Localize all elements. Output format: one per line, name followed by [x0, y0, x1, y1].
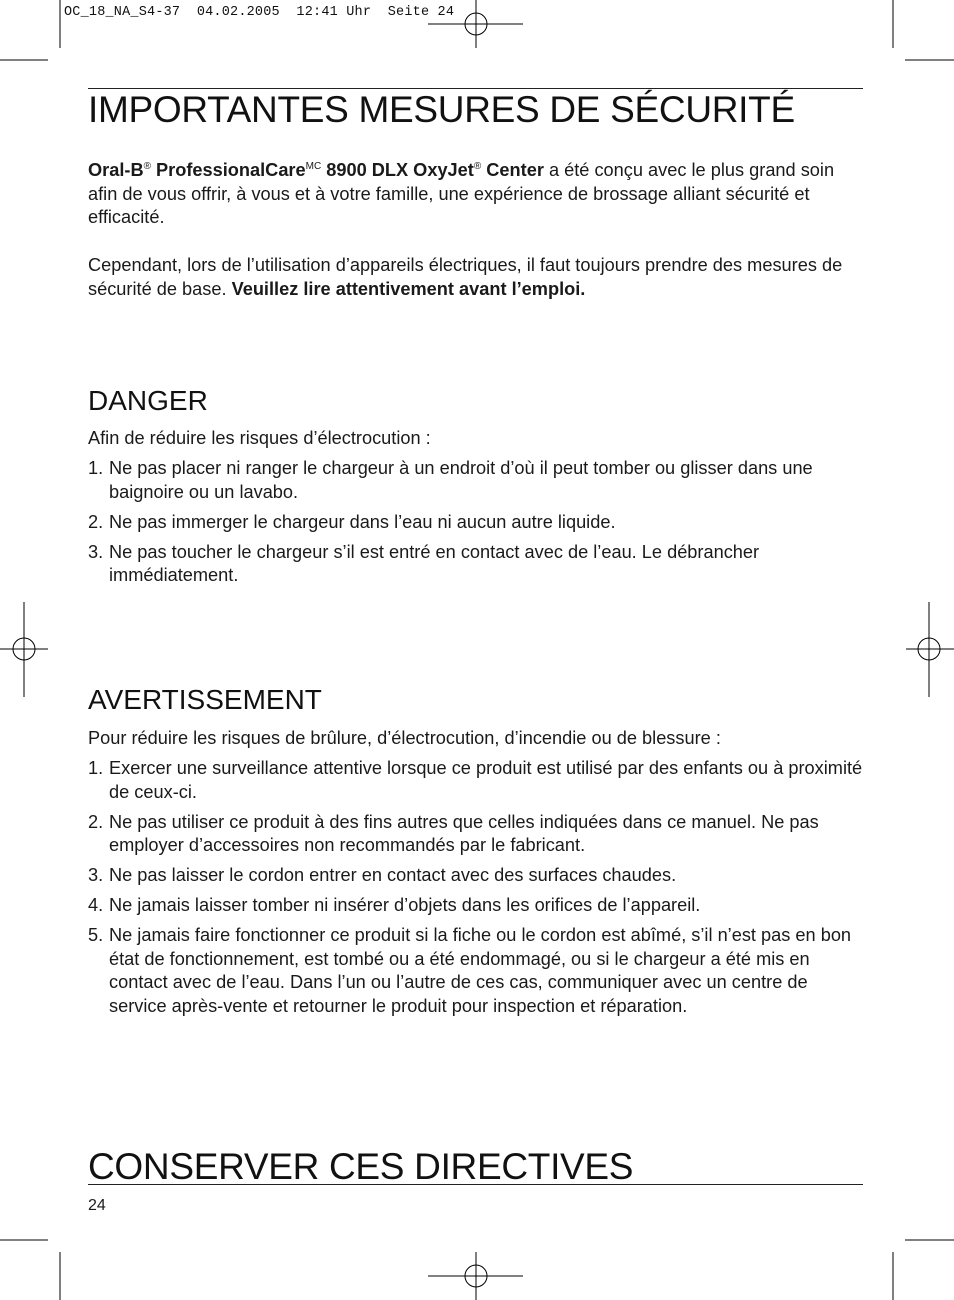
- list-item-number: 5.: [88, 925, 104, 945]
- read-before-use: Veuillez lire attentivement avant l’emploi.: [231, 278, 586, 299]
- list-item: [88, 894, 866, 918]
- list-item-text: Ne jamais faire fonctionner ce produit si la fiche ou le cordon est abîmé, s’il n’est pas en bon état de fonctionnement, est tombé ou a été endommagé, ou si le chargeur a été mis en contact avec de l’eau. Dans l’un ou l’autre de ces cas, communiquer avec un centre de service après-vente et retourner le produit pour inspection et réparation.: [109, 925, 852, 1016]
- warning-heading: AVERTISSEMENT: [88, 684, 322, 715]
- registration-mark-left: [0, 602, 48, 697]
- intro-text: a été conçu avec le plus grand soin afin de vous offrir, à vous et à votre famille, une expérience de brossage alliant sécurité et efficacité.: [88, 160, 835, 227]
- list-item-number: 4.: [88, 895, 104, 915]
- brand-name: Oral-B: [88, 160, 144, 180]
- warning-list: [88, 757, 866, 1025]
- list-item-text: Ne pas placer ni ranger le chargeur à un endroit d’où il peut tomber ou glisser dans une baignoire ou un lavabo.: [109, 458, 813, 502]
- list-item: [88, 757, 866, 804]
- danger-heading: DANGER: [88, 385, 208, 416]
- list-item-text: Ne pas immerger le chargeur dans l’eau ni aucun autre liquide.: [109, 511, 616, 532]
- print-slug: OC_18_NA_S4-37 04.02.2005 12:41 Uhr Seite 24: [64, 5, 455, 20]
- registered-mark: ®: [143, 161, 151, 172]
- registration-mark-right: [906, 602, 954, 697]
- list-item: [88, 924, 866, 1018]
- list-item-text: Ne jamais laisser tomber ni insérer d’objets dans les orifices de l’appareil.: [109, 895, 701, 915]
- list-item-text: Ne pas laisser le cordon entrer en contact avec des surfaces chaudes.: [109, 865, 677, 885]
- mc-mark: MC: [305, 161, 322, 172]
- list-item-text: Ne pas utiliser ce produit à des fins autres que celles indiquées dans ce manuel. Ne pas employer d’accessoires non recommandés par le fabricant.: [109, 811, 819, 855]
- list-item-text: Ne pas toucher le chargeur s’il est entré en contact avec de l’eau. Le débrancher immédiatement.: [109, 541, 760, 585]
- list-item-text: Exercer une surveillance attentive lorsque ce produit est utilisé par des enfants ou à proximité de ceux-ci.: [109, 758, 863, 802]
- list-item: [88, 864, 866, 888]
- intro2-text: Cependant, lors de l’utilisation d’appareils électriques, il faut toujours prendre des mesures de sécurité de base.: [88, 255, 843, 299]
- product-line: ProfessionalCare: [150, 160, 306, 180]
- registration-mark-top: [428, 0, 523, 48]
- product-model: 8900 DLX OxyJet: [321, 160, 474, 180]
- list-item: [88, 457, 866, 504]
- list-item-number: 3.: [88, 541, 104, 562]
- danger-list: [88, 457, 866, 594]
- danger-lead: Afin de réduire les risques d’électrocution :: [88, 428, 431, 448]
- page-number: 24: [88, 1197, 106, 1214]
- registration-mark-bottom: [428, 1252, 523, 1300]
- warning-lead: Pour réduire les risques de brûlure, d’électrocution, d’incendie ou de blessure :: [88, 728, 721, 748]
- intro-paragraph: [88, 159, 866, 230]
- list-item: [88, 511, 866, 535]
- list-item: [88, 811, 866, 858]
- page-title: IMPORTANTES MESURES DE SÉCURITÉ: [88, 89, 795, 130]
- list-item: [88, 541, 866, 588]
- list-item-number: 1.: [88, 458, 104, 478]
- list-item-number: 3.: [88, 865, 104, 885]
- list-item-number: 2.: [88, 811, 104, 832]
- list-item-number: 1.: [88, 758, 104, 778]
- footer-rule: [88, 1184, 863, 1185]
- list-item-number: 2.: [88, 511, 104, 532]
- footer-title: CONSERVER CES DIRECTIVES: [88, 1146, 634, 1187]
- product-center: Center: [481, 160, 544, 180]
- registered-mark-2: ®: [473, 161, 482, 172]
- intro-paragraph-2: [88, 254, 866, 301]
